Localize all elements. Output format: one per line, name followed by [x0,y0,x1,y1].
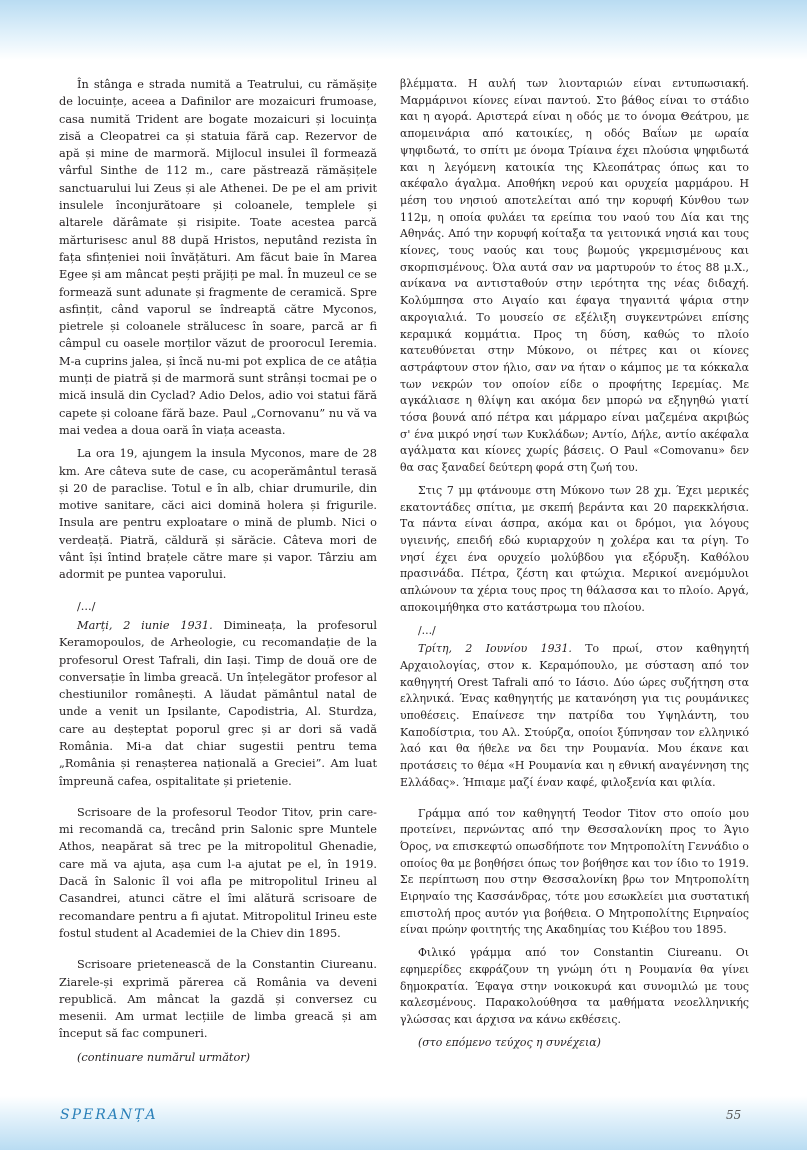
paragraph [59,617,377,790]
entry-text: Το πρωί, στον καθηγητή Αρχαιολογίας, στον κ. Κεραμόπουλο, με σύσταση από τον καθηγητή Orest Tafrali από το Ιάσιο. Δύο ώρες συζήτηση στα ελληνικά. Ένας καθηγητής με κατανόηση για τις ρουμάνικες υποθέσεις. Επαίνεσε την πατρίδα του Υψηλάντη, του Καποδίστρια, του Αλ. Στούρζα, οποίοι ξύπνησαν τον ελληνικό λαό και θα ήθελε να δει την Ρουμανία. Μου έκανε και προτάσεις το θέμα «Η Ρουμανία και η εθνική αναγέννηση της Ελλάδας». Ήπιαμε μαζί έναν καφέ, φιλοξενία και φιλία. [400,642,749,789]
entry-date: Marți, 2 iunie 1931. [77,618,213,632]
paragraph: La ora 19, ajungem la insula Myconos, mare de 28 km. Are câteva sute de case, cu acoperământul terasă și 20 de paraclise. Totul e în alb, chiar drumurile, din motive sanitare, căci aici domină holera și frigurile. Insula are pentru exploatare o mină de plumb. Nici o verdeață. Piatră, căldură și sărăcie. Câteva mori de vânt își întind brațele către mare și vapor. Târziu am adormit pe puntea vaporului. [59,447,377,582]
section-separator: /.../ [418,623,436,637]
paragraph: În stânga e strada numită a Teatrului, cu rămășițe de locuințe, aceea a Dafinilor are mozaicuri frumoase, casa numită Trident are bogate mozaicuri și locuința zisă a Cleopatrei ca și statuia fără cap. Rezervor de apă și mine de marmoră. Mijlocul insulei îl formează vârful Sinthe de 112 m., care păstrează rămășițele sanctuarului lui Zeus și ale Athenei. De pe el am privit insulele înconjurătoare și coloanele, templele și altarele dărâmate și risipite. Toate acestea parcă mărturisesc anul 88 după Hristos, neputând rezista în fața sfințeniei noii învățături. Am făcut baie în Marea Egee și am mâncat pești prăjiți pe mal. În muzeul ce se formează sunt adunate și fragmente de ceramică. Spre asfințit, când vaporul se îndreaptă către Myconos, pietrele și coloanele strălucesc în soare, parcă ar fi câmpul cu oasele morților văzut de proorocul Ieremia. M-a cuprins jalea, și încă nu-mi pot explica de ce atâția munți de piatră și de marmoră sunt strânși tocmai pe o mică insulă din Cyclad? Adio Delos, adio voi statui fără capete și coloane fără baze. Paul „Cornovanu” nu vă va mai vedea a doua oară în viața aceasta. [59,78,377,437]
magazine-title: SPERANȚA [60,1107,158,1123]
paragraph: Στις 7 μμ φτάνουμε στη Μύκονο των 28 χμ. Έχει μερικές εκατοντάδες σπίτια, με σκεπή βεράντα και 20 παρεκκλήσια. Τα πάντα είναι άσπρα, ακόμα και οι δρόμοι, για λόγους υγιεινής, επειδή εδώ κυριαρχούν η χολέρα και τα ρίγη. Το νησί έχει ένα ορυχείο μολύβδου για εξόρυξη. Καθόλου πρασινάδα. Πέτρα, ζέστη και φτώχια. Μερικοί ανεμόμυλοι απλώνουν τα χέρια τους προς τη θάλασσα και το πλοίο. Αργά, αποκοιμήθηκα στο κατάστρωμα του πλοίου. [400,483,749,614]
paragraph [400,641,749,791]
paragraph: Scrisoare de la profesorul Teodor Titov, prin care-mi recomandă ca, trecând prin Salonic spre Muntele Athos, neapărat să trec pe la mitropolitul Ghenadie, care mă va ajuta, așa cum l-a ajutat pe el, în 1919. Dacă în Salonic îl voi afla pe mitropolitul Irineu al Casandrei, atunci către el îmi alătură scrisoare de recomandare pentru a fi ajutat. Mitropolitul Irineu este fostul student al Academiei de la Chiev din 1895. [59,805,377,940]
section-separator: /.../ [77,599,96,613]
paragraph: Φιλικό γράμμα από τον Constantin Ciureanu. Οι εφημερίδες εκφράζουν τη γνώμη ότι η Ρουμανία θα γίνει δημοκρατία. Έφαγα στην νοικοκυρά και συνομιλώ με τους καλεσμένους. Παρακολούθησα τα μαθήματα νεοελληνικής γλώσσας και άρχισα να κάνω εκθέσεις. [400,946,749,1026]
romanian-text-column [59,76,377,1072]
footer-gradient-band [0,1096,807,1150]
paragraph: Scrisoare prietenească de la Constantin Ciureanu. Ziarele-și exprimă părerea că România va deveni republică. Am mâncat la gazdă și conversez cu mesenii. Am urmat lecțiile de limba greacă și am început să fac compuneri. [59,958,377,1041]
continuation-note: (continuare numărul următor) [77,1050,251,1064]
entry-text: Dimineața, la profesorul Keramopoulos, de Arheologie, cu recomandație de la profesorul Orest Tafrali, din Iași. Timp de două ore de conversație în limba greacă. Un înțelegător profesor al chestiunilor românești. A lăudat pământul natal de unde a venit un Ipsilante, Capodistria, Al. Sturdza, care au deșteptat poporul grec și ar dori să vadă România. Mi-a dat chiar sugestii pentru tema „România și renașterea națională a Greciei”. Am luat împreună cafea, ospitalitate și prietenie. [59,618,377,788]
paragraph: Γράμμα από τον καθηγητή Teodor Titov στο οποίο μου προτείνει, περνώντας από την Θεσσαλονίκη προς το Άγιο Όρος, να επισκεφτώ οπωσδήποτε τον Μητροπολίτη Γεννάδιο ο οποίος θα με βοηθήσει όπως τον βοήθησε και τον ίδιο το 1919. Σε περίπτωση που στην Θεσσαλονίκη βρω τον Μητροπολίτη Ειρηναίο της Κασσάνδρας, τότε μου εσωκλείει μια συστατική επιστολή προς αυτόν για βοήθεια. Ο Μητροπολίτης Ειρηναίος είναι πρώην φοιτητής της Ακαδημίας του Κιέβου του 1895. [400,806,749,937]
greek-text-column [400,76,749,1057]
header-gradient-band [0,0,807,60]
continuation-note: (στο επόμενο τεύχος η συνέχεια) [418,1035,601,1049]
entry-date: Τρίτη, 2 Ιουνίου 1931. [418,642,572,656]
page-number: 55 [726,1108,742,1122]
paragraph: βλέμματα. Η αυλή των λιονταριών είναι εντυπωσιακή. Μαρμάρινοι κίονες είναι παντού. Στο βάθος είναι το στάδιο και η αγορά. Αριστερά είναι η οδός με το όνομα Θεάτρου, με απομεινάρια από κατοικίες, η οδός Βαΐων με ωραία ψηφιδωτά, το σπίτι με όνομα Τρίαινα έχει πλούσια ψηφιδωτά και η λεγόμενη κατοικία της Κλεοπάτρας όπως και το ακέφαλο άγαλμα. Αποθήκη νερού και ορυχεία μαρμάρου. Η μέση του νησιού αποτελείται από την κορυφή Κύνθου των 112μ, η οποία φυλάει τα ερείπια του ναού του Δία και της Αθηνάς. Από την κορυφή κοίταξα τα γειτονικά νησιά και τους κίονες, τους ναούς και τους βωμούς γκρεμισμένους και σκορπισμένους. Όλα αυτά σαν να μαρτυρούν το έτος 88 μ.Χ., ανίκανα να αντισταθούν στην ιερότητα της νέας διδαχή. Κολύμπησα στο Αιγαίο και έφαγα τηγανιτά ψάρια στην ακρογιαλιά. Το μουσείο σε εξέλιξη συγκεντρώνει επίσης κεραμικά κομμάτια. Προς τη δύση, καθώς το πλοίο κατευθύνεται στην Μύκονο, οι πέτρες και οι κίονες αστράφτουν στον ήλιο, σαν να ήταν ο κάμπος με τα κόκκαλα των νεκρών τον οποίον είδε ο προφήτης Ιερεμίας. Με αγκάλιασε η θλίψη και ακόμα δεν μπορώ να εξηγηθώ γιατί τόσα βουνά από πέτρα και μάρμαρο είναι μαζεμένα ακριβώς σ' ένα μικρό νησί των Κυκλάδων; Αντίο, Δήλε, αντίο ακέφαλα αγάλματα και κίονες χωρίς βάσεις. Ο Paul «Comovanu» δεν θα σας ξαναδεί δεύτερη φορά στη ζωή του. [400,77,749,475]
